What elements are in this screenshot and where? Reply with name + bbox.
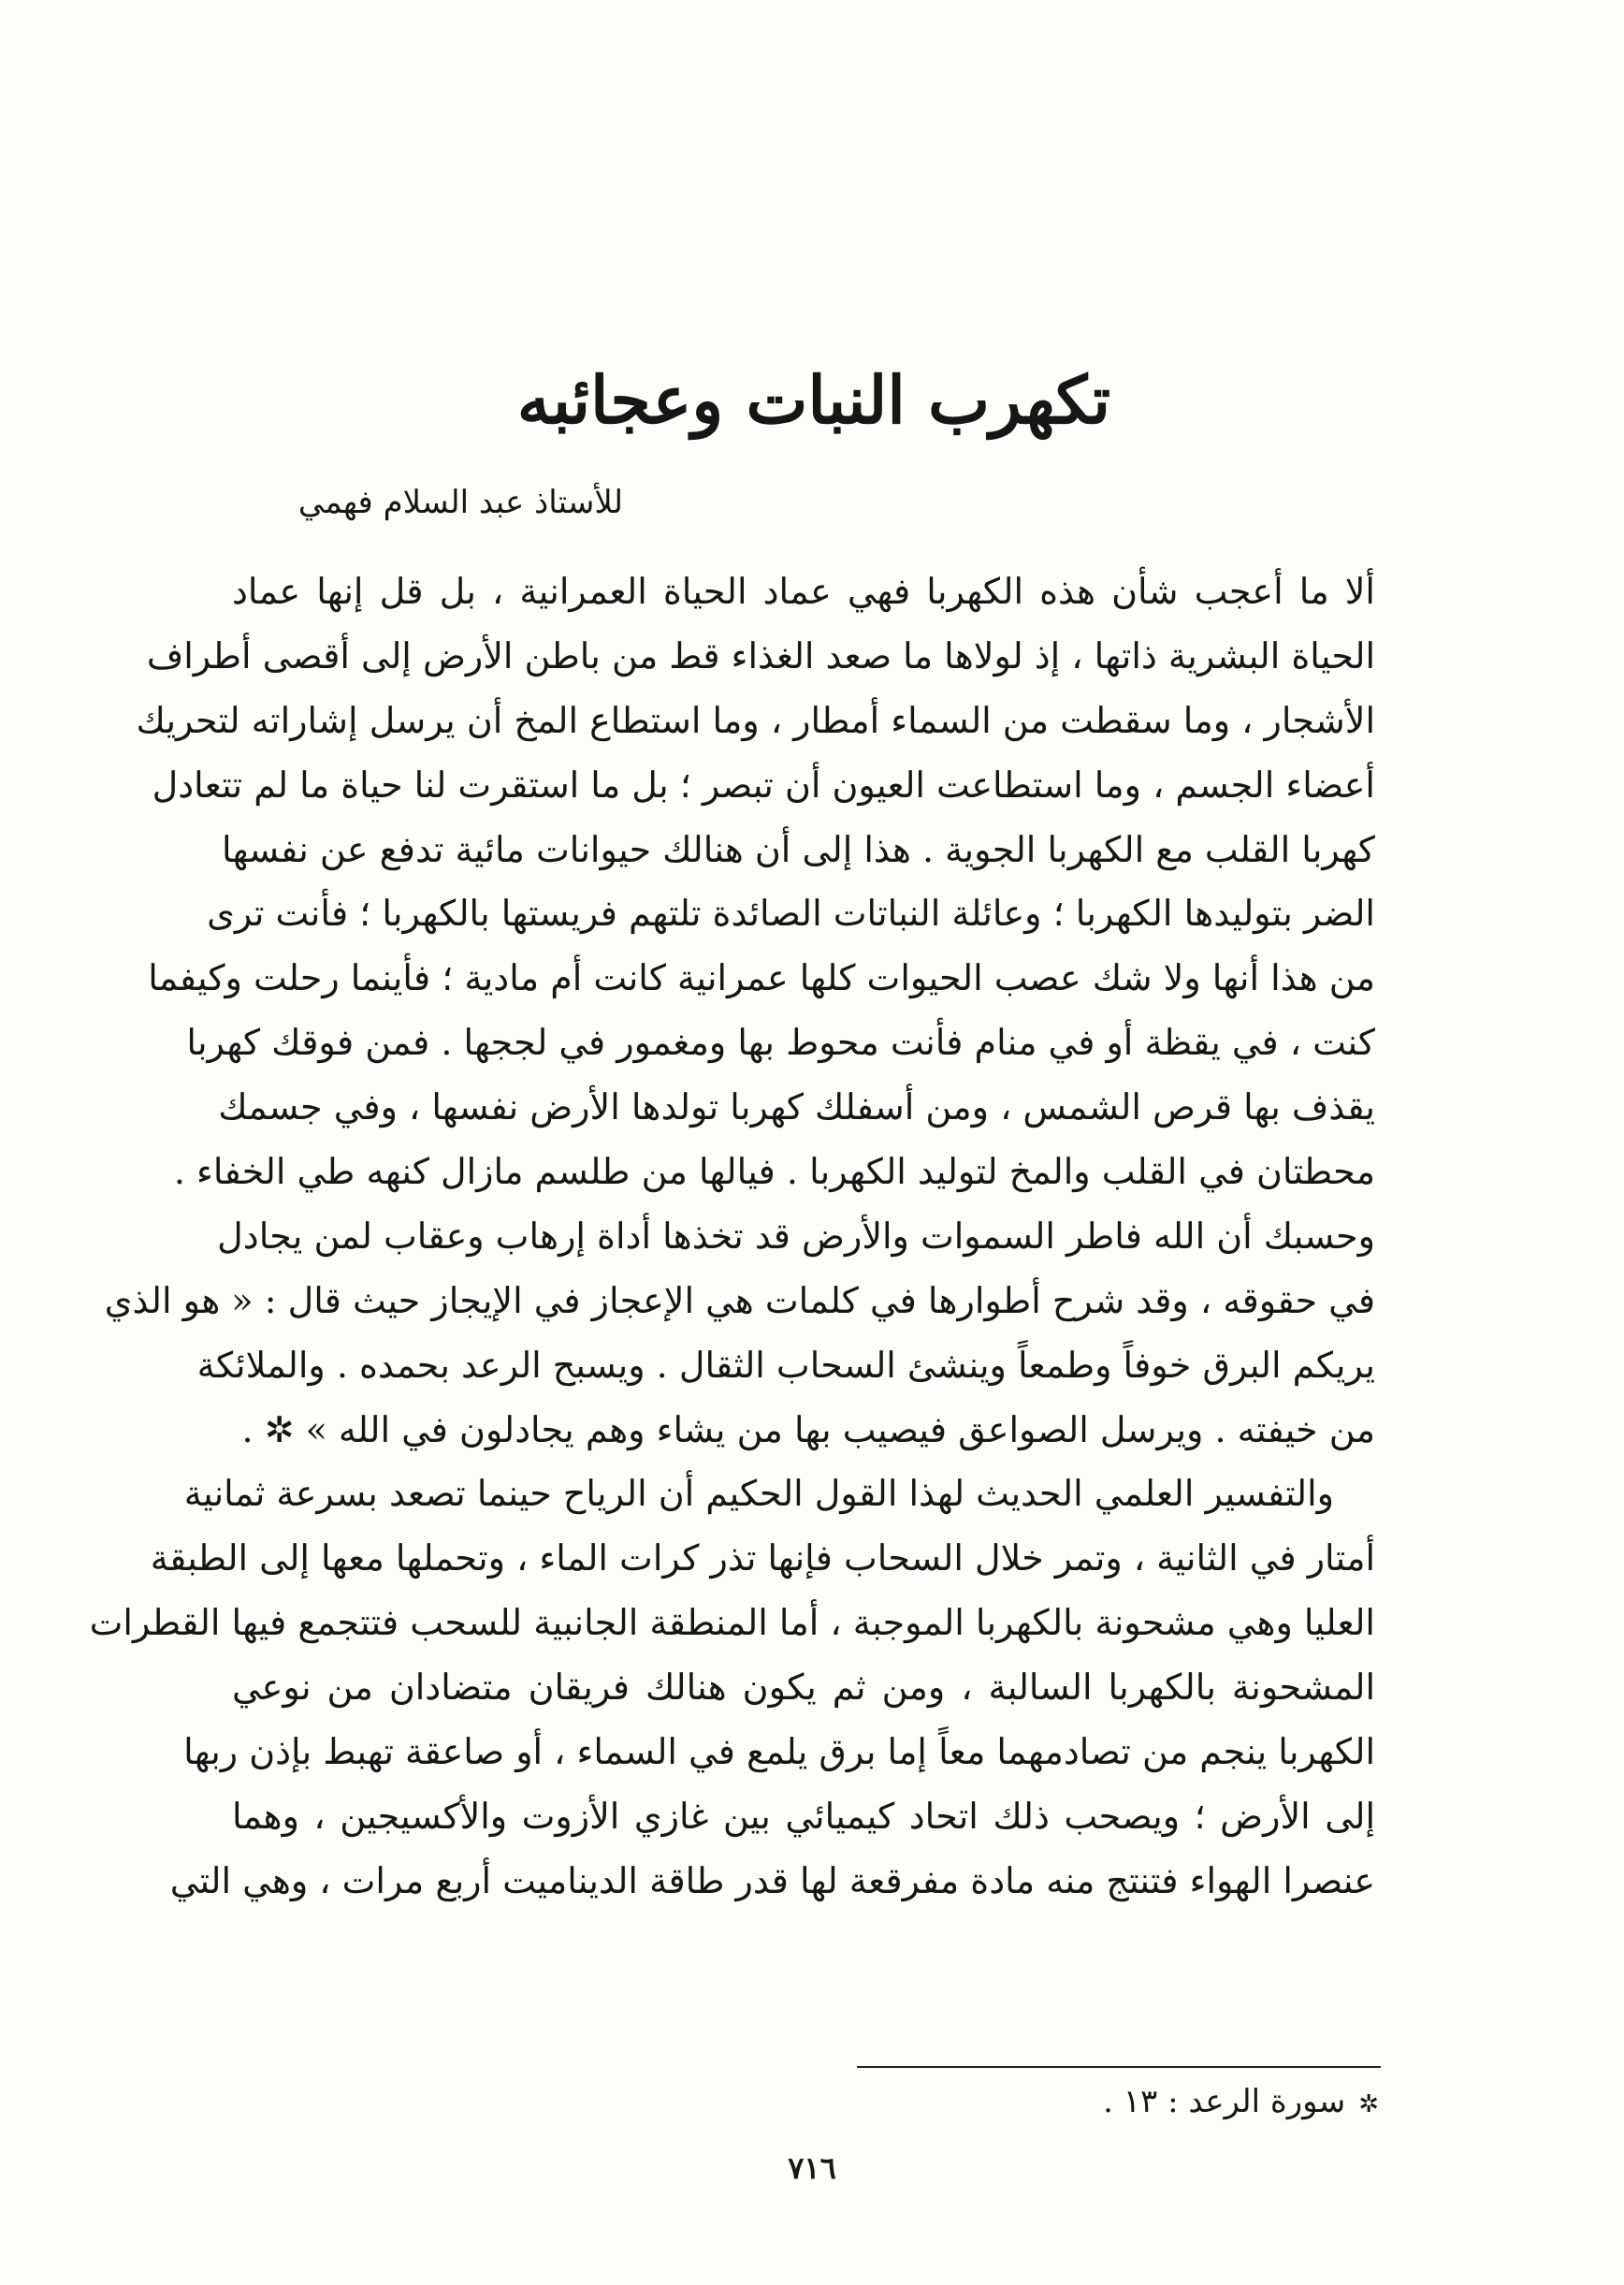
body-line: من خيفته . ويرسل الصواعق فيصيب بها من يشاء وهم يجادلون في الله » ✲ . [241, 1408, 1375, 1450]
body-line: من هذا أنها ولا شك عصب الحيوات كلها عمرانية كانت أم مادية ؛ فأينما رحلت وكيفما [148, 957, 1375, 999]
body-line: يريكم البرق خوفاً وطمعاً وينشئ السحاب الثقال . ويسبح الرعد بحمده . والملائكة [196, 1344, 1375, 1386]
body-line: العليا وهي مشحونة بالكهربا الموجبة ، أما المنطقة الجانبية للسحب فتتجمع فيها القطرات [89, 1602, 1375, 1644]
body-line: كهربا القلب مع الكهربا الجوية . هذا إلى أن هنالك حيوانات مائية تدفع عن نفسها [222, 828, 1375, 870]
body-line: أمتار في الثانية ، وتمر خلال السحاب فإنها تذر كرات الماء ، وتحملها معها إلى الطبقة [150, 1537, 1375, 1579]
article-author: للأستاذ عبد السلام فهمي [297, 484, 623, 521]
body-line: كنت ، في يقظة أو في منام فأنت محوط بها ومغمور في لججها . فمن فوقك كهربا [186, 1022, 1375, 1064]
body-line: الأشجار ، وما سقطت من السماء أمطار ، وما استطاع المخ أن يرسل إشاراته لتحريك [136, 699, 1375, 741]
body-line: الحياة البشرية ذاتها ، إذ لولاها ما صعد الغذاء قط من باطن الأرض إلى أقصى أطراف [146, 634, 1375, 677]
body-line: المشحونة بالكهربا السالبة ، ومن ثم يكون هنالك فريقان متضادان من نوعي [232, 1666, 1375, 1709]
article-title: تكهرب النبات وعجائبه [516, 361, 1111, 439]
article-body [89, 560, 1375, 1914]
body-line: يقذف بها قرص الشمس ، ومن أسفلك كهربا تولدها الأرض نفسها ، وفي جسمك [218, 1086, 1375, 1128]
footnote [911, 2075, 1379, 2131]
body-line: أعضاء الجسم ، وما استطاعت العيون أن تبصر ؛ بل ما استقرت لنا حياة ما لم تتعادل [152, 764, 1375, 806]
body-line: إلى الأرض ؛ ويصحب ذلك اتحاد كيميائي بين غازي الأزوت والأكسيجين ، وهما [232, 1795, 1375, 1837]
body-line: محطتان في القلب والمخ لتوليد الكهربا . فيالها من طلسم مازال كنهه طي الخفاء . [173, 1151, 1375, 1193]
body-line: الضر بتوليدها الكهربا ؛ وعائلة النباتات الصائدة تلتهم فريستها بالكهربا ؛ فأنت ترى [207, 893, 1375, 935]
body-line: وحسبك أن الله فاطر السموات والأرض قد تخذها أداة إرهاب وعقاب لمن يجادل [217, 1215, 1375, 1257]
footnote-marker: ✲ [1358, 2090, 1379, 2118]
body-line: الكهربا ينجم من تصادمهما معاً إما برق يلمع في السماء ، أو صاعقة تهبط بإذن ربها [183, 1731, 1375, 1773]
footnote-text: سورة الرعد : ١٣ . [1103, 2083, 1346, 2120]
body-line: عنصرا الهواء فتنتج منه مادة مفرقعة لها قدر طاقة الديناميت أربع مرات ، وهي التي [169, 1859, 1375, 1901]
page-number: ٧١٦ [788, 2150, 836, 2186]
body-line: ألا ما أعجب شأن هذه الكهربا فهي عماد الحياة العمرانية ، بل قل إنها عماد [232, 571, 1375, 612]
body-line: والتفسير العلمي الحديث لهذا القول الحكيم أن الرياح حينما تصعد بسرعة ثمانية [183, 1473, 1334, 1515]
footnote-divider [857, 2066, 1381, 2068]
body-line: في حقوقه ، وقد شرح أطوارها في كلمات هي الإعجاز في الإيجاز حيث قال : « هو الذي [104, 1279, 1375, 1321]
